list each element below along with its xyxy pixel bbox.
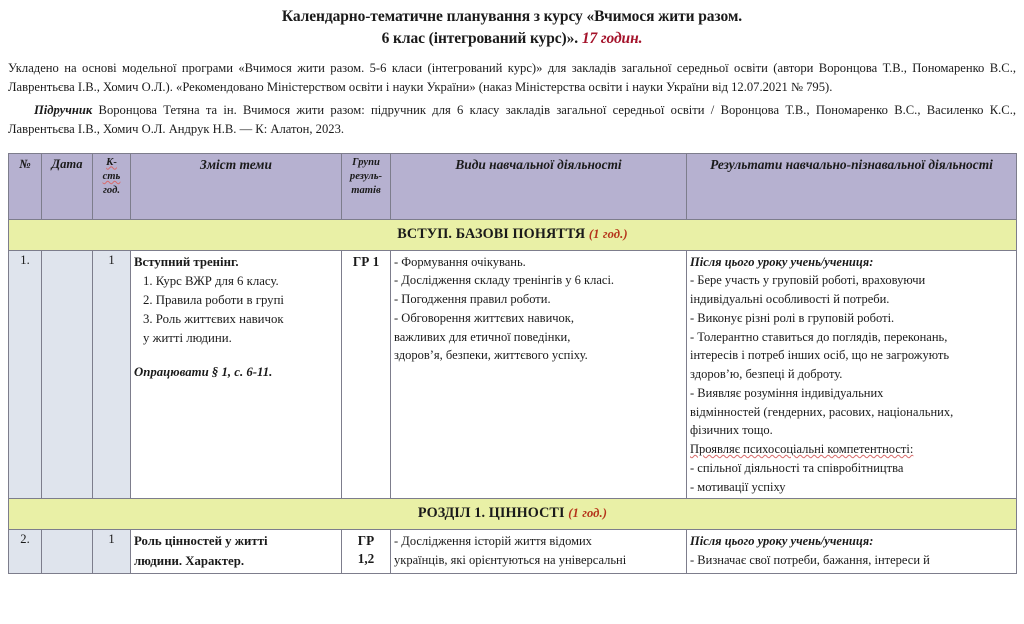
section-banner-cell: [9, 499, 1017, 530]
col-header-results-l2: діяльності: [928, 156, 993, 172]
col-header-groups: [342, 153, 391, 219]
list-item: - спільної діяльності та співробітництва: [690, 460, 904, 475]
results-heading: Після цього уроку учень/учениця:: [690, 254, 874, 269]
list-item: 2. Правила роботи в групі: [143, 292, 284, 307]
topic-item-list: [134, 272, 338, 349]
col-header-hours-l1: К-: [106, 156, 117, 168]
list-item: фізичних тощо.: [690, 423, 773, 438]
col-header-results: [687, 153, 1017, 219]
cell-date[interactable]: [42, 530, 93, 573]
results-heading: Після цього уроку учень/учениця:: [690, 534, 874, 549]
cell-hours: 1: [93, 250, 131, 499]
title-line-1: Календарно-тематичне планування з курсу «Вчимося жити разом.: [281, 8, 743, 25]
col-header-hours: [93, 153, 131, 219]
section-banner-title: РОЗДІЛ 1. ЦІННОСТІ: [417, 505, 565, 522]
topic-heading: Роль цінностей у житті: [134, 534, 268, 549]
title-line-2: [70, 28, 954, 50]
section-banner-row: [9, 219, 1017, 250]
list-item: - Погодження правил роботи.: [394, 292, 551, 307]
list-item: здоров’я, безпеки, життєвого успіху.: [394, 348, 588, 363]
cell-hours: 1: [93, 530, 131, 573]
results-list: [690, 271, 1013, 496]
intro-block: [0, 50, 1024, 140]
activities-list: [394, 532, 683, 570]
list-item: Проявляє психосоціальні компетентності:: [690, 442, 914, 457]
col-header-groups-l1: Групи: [352, 156, 380, 168]
cell-num: 2.: [9, 530, 42, 573]
list-item: - Дослідження історій життя відомих: [394, 534, 592, 549]
group-line-1: ГР: [357, 533, 375, 549]
list-item: - Виконує різні ролі в груповій роботі.: [690, 310, 895, 325]
cell-topic: [131, 250, 342, 499]
cell-group: [342, 530, 391, 573]
title-line-2-main: 6 клас (інтегрований курс)».: [381, 30, 579, 47]
cell-results: [687, 530, 1017, 573]
cell-results: [687, 250, 1017, 499]
table-body: [9, 219, 1017, 573]
cell-num: 1.: [9, 250, 42, 499]
activities-list: [394, 253, 683, 366]
cell-group: ГР 1: [342, 250, 391, 499]
topic-heading: Вступний тренінг.: [134, 254, 239, 269]
cell-topic: [131, 530, 342, 573]
intro-paragraph-2: [8, 101, 1016, 139]
ktp-table-wrap: [0, 142, 1024, 574]
col-header-num: №: [9, 153, 42, 219]
list-item: - Бере участь у груповій роботі, враховуючи: [690, 273, 926, 288]
col-header-hours-l3: год.: [103, 185, 120, 197]
list-item: - мотивації успіху: [690, 479, 786, 494]
section-banner-hours: (1 год.): [568, 506, 608, 521]
list-item: українців, які орієнтуються на універсальні: [394, 553, 627, 568]
col-header-groups-l3: татів: [351, 185, 381, 197]
section-banner-title: ВСТУП. БАЗОВІ ПОНЯТТЯ: [397, 225, 586, 242]
section-banner-hours: (1 год.): [588, 226, 628, 241]
cell-activities: [391, 530, 687, 573]
col-header-hours-l2: сть: [102, 170, 121, 182]
list-item: 3. Роль життєвих навичок: [143, 312, 284, 327]
list-item: 1. Курс ВЖР для 6 класу.: [143, 273, 279, 288]
textbook-text: Воронцова Тетяна та ін. Вчимося жити разом: підручник для 6 класу закладів загальної середньої освіти / Воронцова Т.В., Пономаренко В.С., Василенко К.С., Лаврентьєва І.В., Хомич О.Л. Андрук Н.В. — К: Алатон, 2023.: [8, 103, 1016, 137]
list-item: - Обговорення життєвих навичок,: [394, 310, 575, 325]
textbook-label: Підручник: [34, 103, 93, 118]
list-item: - Виявляє розуміння індивідуальних: [690, 385, 884, 400]
title-hours-accent: 17 годин.: [581, 30, 643, 47]
list-item: індивідуальні особливості й потреби.: [690, 292, 890, 307]
list-item: - Толерантно ставиться до поглядів, переконань,: [690, 329, 948, 344]
list-item: у житті людини.: [143, 331, 232, 346]
intro-paragraph-1: Укладено на основі модельної програми «Вчимося жити разом. 5-6 класи (інтегрований курс)» для закладів загальної середньої освіти (автори Воронцова Т.В., Пономаренко В.С., Лаврентьєва І.В., Хомич О.Л.). «Рекомендовано Міністерством освіти і науки України» (наказ Міністерства освіти і науки України від 12.07.2021 № 795).: [8, 61, 1016, 95]
section-banner-row: [9, 499, 1017, 530]
table-header: [9, 153, 1017, 219]
topic-heading-cont: людини. Характер.: [134, 553, 245, 568]
col-header-groups-l2: резуль-: [349, 170, 383, 182]
list-item: - Визначає свої потреби, бажання, інтереси й: [690, 553, 930, 568]
page-title: [0, 0, 1024, 50]
table-row: [9, 530, 1017, 573]
col-header-date: Дата: [42, 153, 93, 219]
section-banner-cell: [9, 219, 1017, 250]
col-header-activities: Види навчальної діяльності: [391, 153, 687, 219]
group-line-2: 1,2: [357, 551, 375, 567]
table-header-row: [9, 153, 1017, 219]
list-item: інтересів і потреб інших осіб, що не загрожують: [690, 348, 950, 363]
col-header-results-l1: Результати навчально-пізнавальної: [710, 156, 926, 172]
cell-activities: [391, 250, 687, 499]
col-header-topic: Зміст теми: [131, 153, 342, 219]
list-item: важливих для етичної поведінки,: [394, 329, 571, 344]
list-item: відмінностей (гендерних, расових, національних,: [690, 404, 954, 419]
table-row: [9, 250, 1017, 499]
results-list: [690, 551, 1013, 570]
cell-date[interactable]: [42, 250, 93, 499]
list-item: здоров’ю, безпеці й доброту.: [690, 367, 843, 382]
list-item: - Дослідження складу тренінгів у 6 класі.: [394, 273, 615, 288]
calendar-plan-table: [8, 153, 1017, 574]
topic-assignment-note: Опрацювати § 1, с. 6-11.: [134, 364, 273, 379]
list-item: - Формування очікувань.: [394, 254, 526, 269]
